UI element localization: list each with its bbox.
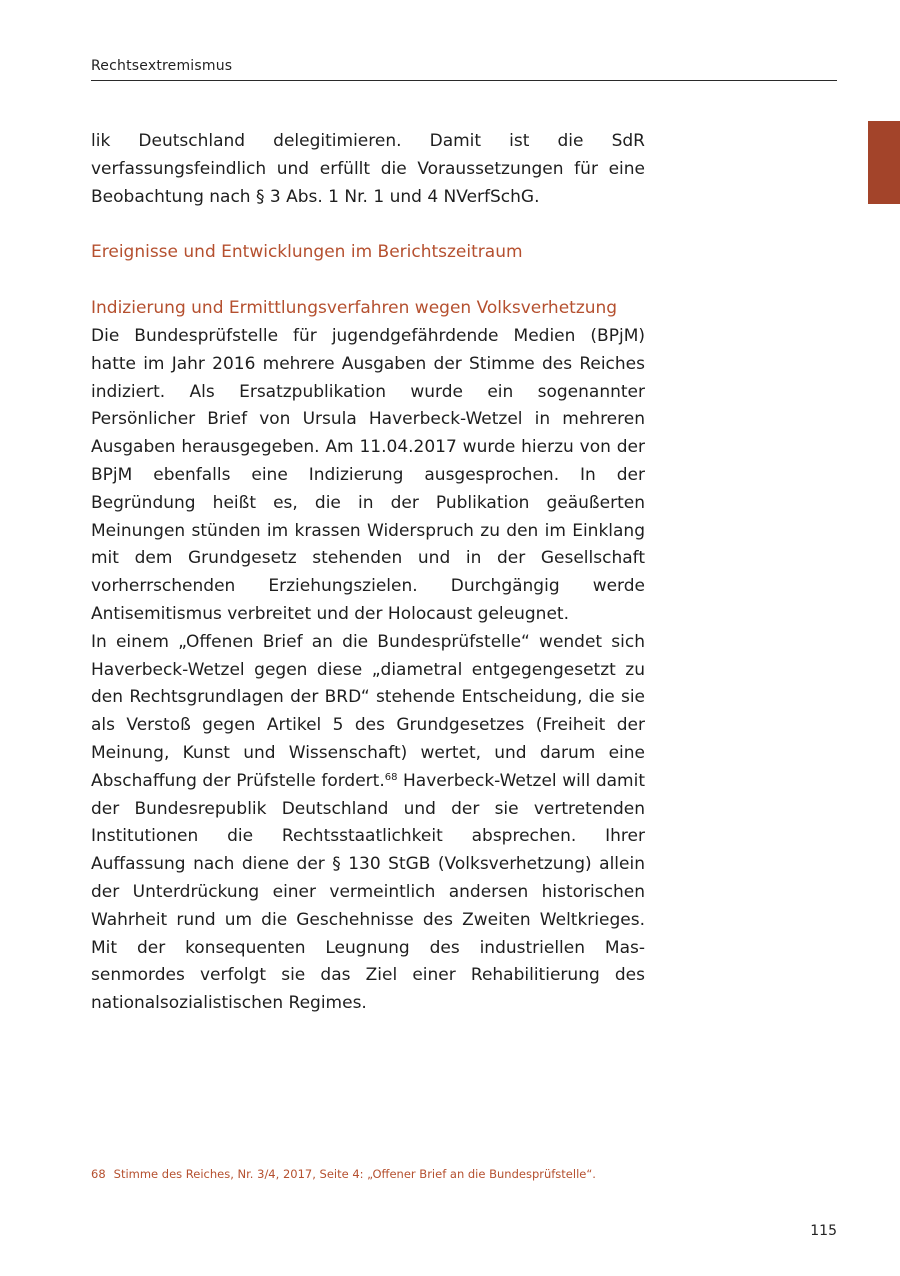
footnote-text: Stimme des Reiches, Nr. 3/4, 2017, Seite 4: „Offener Brief an die Bundesprüfstelle“. bbox=[113, 1167, 596, 1181]
page-number: 115 bbox=[810, 1223, 837, 1239]
footnote-number: 68 bbox=[91, 1167, 106, 1181]
body-paragraph-1: Die Bundesprüfstelle für jugendgefährdende Medien (BPjM) hatte im Jahr 2016 mehrere Ausgaben der Stimme des Reiches indiziert. Als Ersatzpublikation wurde ein sogenannter Persönlicher Brief von Ursula Haverbeck-Wetzel in mehreren Ausgaben herausgegeben. Am 11.04.2017 wurde hierzu von der BPjM ebenfalls eine Indizierung ausgesprochen. In der Begründung heißt es, die in der Publikation geäußerten Meinungen stünden im krassen Widerspruch zu den im Einklang mit dem Grundgesetz stehenden und in der Gesellschaft vorherrschenden Erziehungszielen. Durchgängig werde Antisemitismus verbreitet und der Holocaust geleugnet. bbox=[91, 325, 645, 624]
paragraph-2-text-end: Haverbeck-Wetzel will damit der Bundesrepublik Deutschland und der sie vertretenden Institutionen die Rechtsstaatlichkeit absprechen. Ihrer Auffassung nach diene der § 130 StGB (Volksverhetzung) allein der Unterdrückung einer vermeintlich andersen historischen Wahrheit rund um die Geschehnisse des Zweiten Weltkrieges. Mit der konsequenten Leugnung des industriellen Massenmordes verfolgt sie das Ziel einer Rehabilitierung des nationalsozialistischen Regimes. bbox=[91, 770, 645, 1014]
subsection-heading: Indizierung und Ermittlungsverfahren wegen Volksverhetzung bbox=[91, 298, 618, 319]
chapter-tab-marker bbox=[868, 121, 900, 204]
header-rule bbox=[91, 80, 837, 81]
paragraph-2-text-start: In einem „Offenen Brief an die Bundesprüfstelle“ wendet sich Haverbeck-Wetzel gegen diese „diametral entgegengesetzt zu den Rechtsgrundlagen der BRD“ stehende Entscheidung, die sie als Verstoß gegen Artikel 5 des Grundgesetzes (Freiheit der Meinung, Kunst und Wissenschaft) wertet, und darum eine Abschaffung der Prüfstelle fordert. bbox=[91, 631, 645, 791]
section-heading: Ereignisse und Entwicklungen im Berichtszeitraum bbox=[91, 242, 523, 263]
main-content bbox=[91, 128, 645, 1018]
intro-paragraph: lik Deutschland delegitimieren. Damit ist die SdR verfassungsfeindlich und erfüllt die Voraussetzungen für eine Beobachtung nach § 3 Abs. 1 Nr. 1 und 4 NVerfSchG. bbox=[91, 131, 645, 207]
footnote-reference[interactable]: 68 bbox=[384, 771, 398, 783]
footnote bbox=[91, 1166, 791, 1182]
body-paragraph-2 bbox=[91, 629, 645, 1018]
running-title: Rechtsextremismus bbox=[91, 58, 233, 74]
